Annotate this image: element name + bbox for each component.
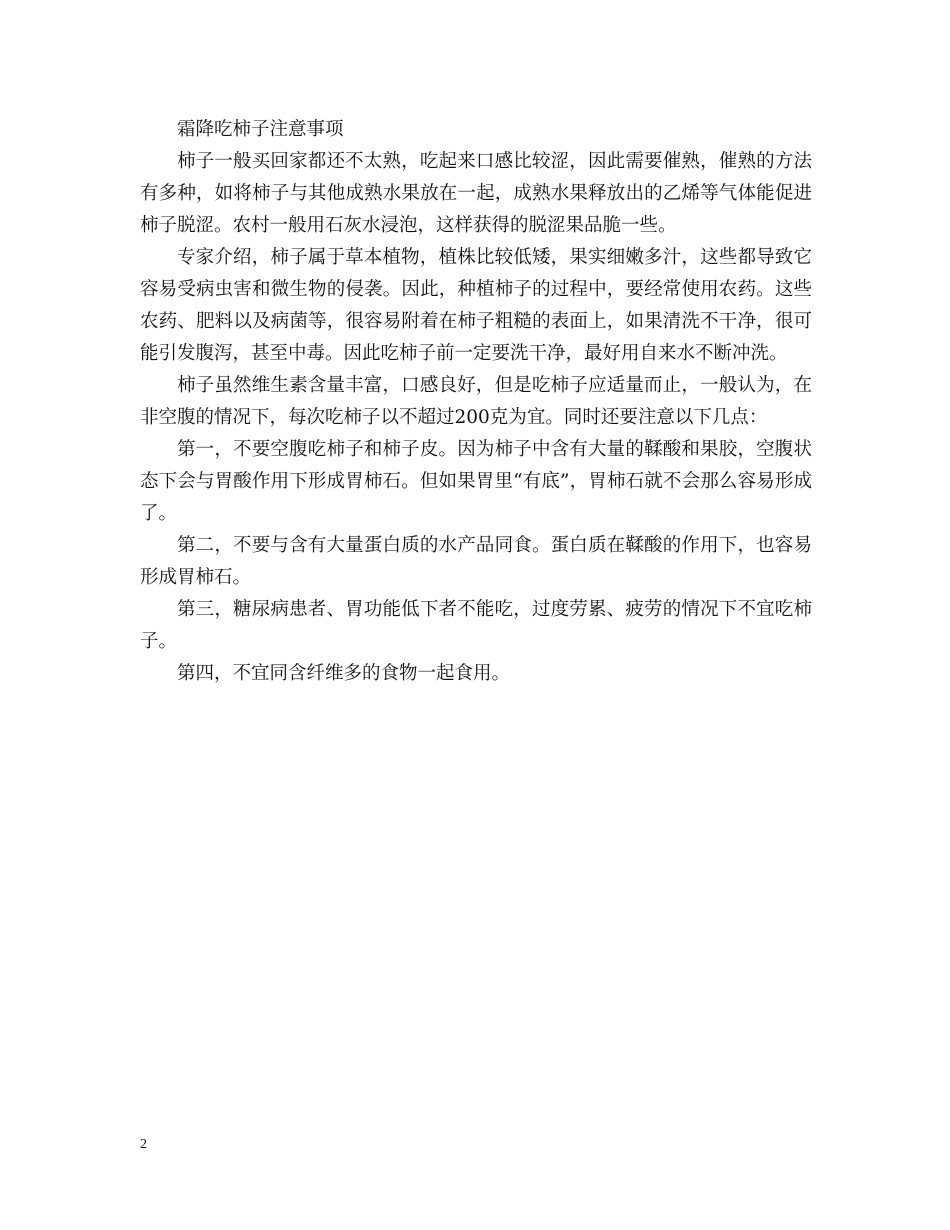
page-number: 2 [140,1137,147,1152]
document-body [140,114,812,690]
paragraph-ripening: 柿子一般买回家都还不太熟，吃起来口感比较涩，因此需要催熟，催熟的方法有多种，如将柿子与其他成熟水果放在一起，成熟水果释放出的乙烯等气体能促进柿子脱涩。农村一般用石灰水浸泡，这样获得的脱涩果品脆一些。 [140,151,812,236]
document-title: 霜降吃柿子注意事项 [177,119,344,140]
paragraph-washing: 专家介绍，柿子属于草本植物，植株比较低矮，果实细嫩多汁，这些都导致它容易受病虫害和微生物的侵袭。因此，种植柿子的过程中，要经常使用农药。这些农药、肥料以及病菌等，很容易附着在柿子粗糙的表面上，如果清洗不干净，很可能引发腹泻，甚至中毒。因此吃柿子前一定要洗干净，最好用自来水不断冲洗。 [140,247,812,364]
paragraph-point-one: 第一，不要空腹吃柿子和柿子皮。因为柿子中含有大量的鞣酸和果胶，空腹状态下会与胃酸作用下形成胃柿石。但如果胃里“有底”，胃柿石就不会那么容易形成了。 [140,439,812,524]
paragraph-point-three: 第三，糖尿病患者、胃功能低下者不能吃，过度劳累、疲劳的情况下不宜吃柿子。 [140,599,812,652]
paragraph-point-four: 第四，不宜同含纤维多的食物一起食用。 [177,663,511,684]
paragraph-moderation: 柿子虽然维生素含量丰富，口感良好，但是吃柿子应适量而止，一般认为，在非空腹的情况下，每次吃柿子以不超过200克为宜。同时还要注意以下几点： [140,375,812,428]
paragraph-point-two: 第二，不要与含有大量蛋白质的水产品同食。蛋白质在鞣酸的作用下，也容易形成胃柿石。 [140,535,812,588]
